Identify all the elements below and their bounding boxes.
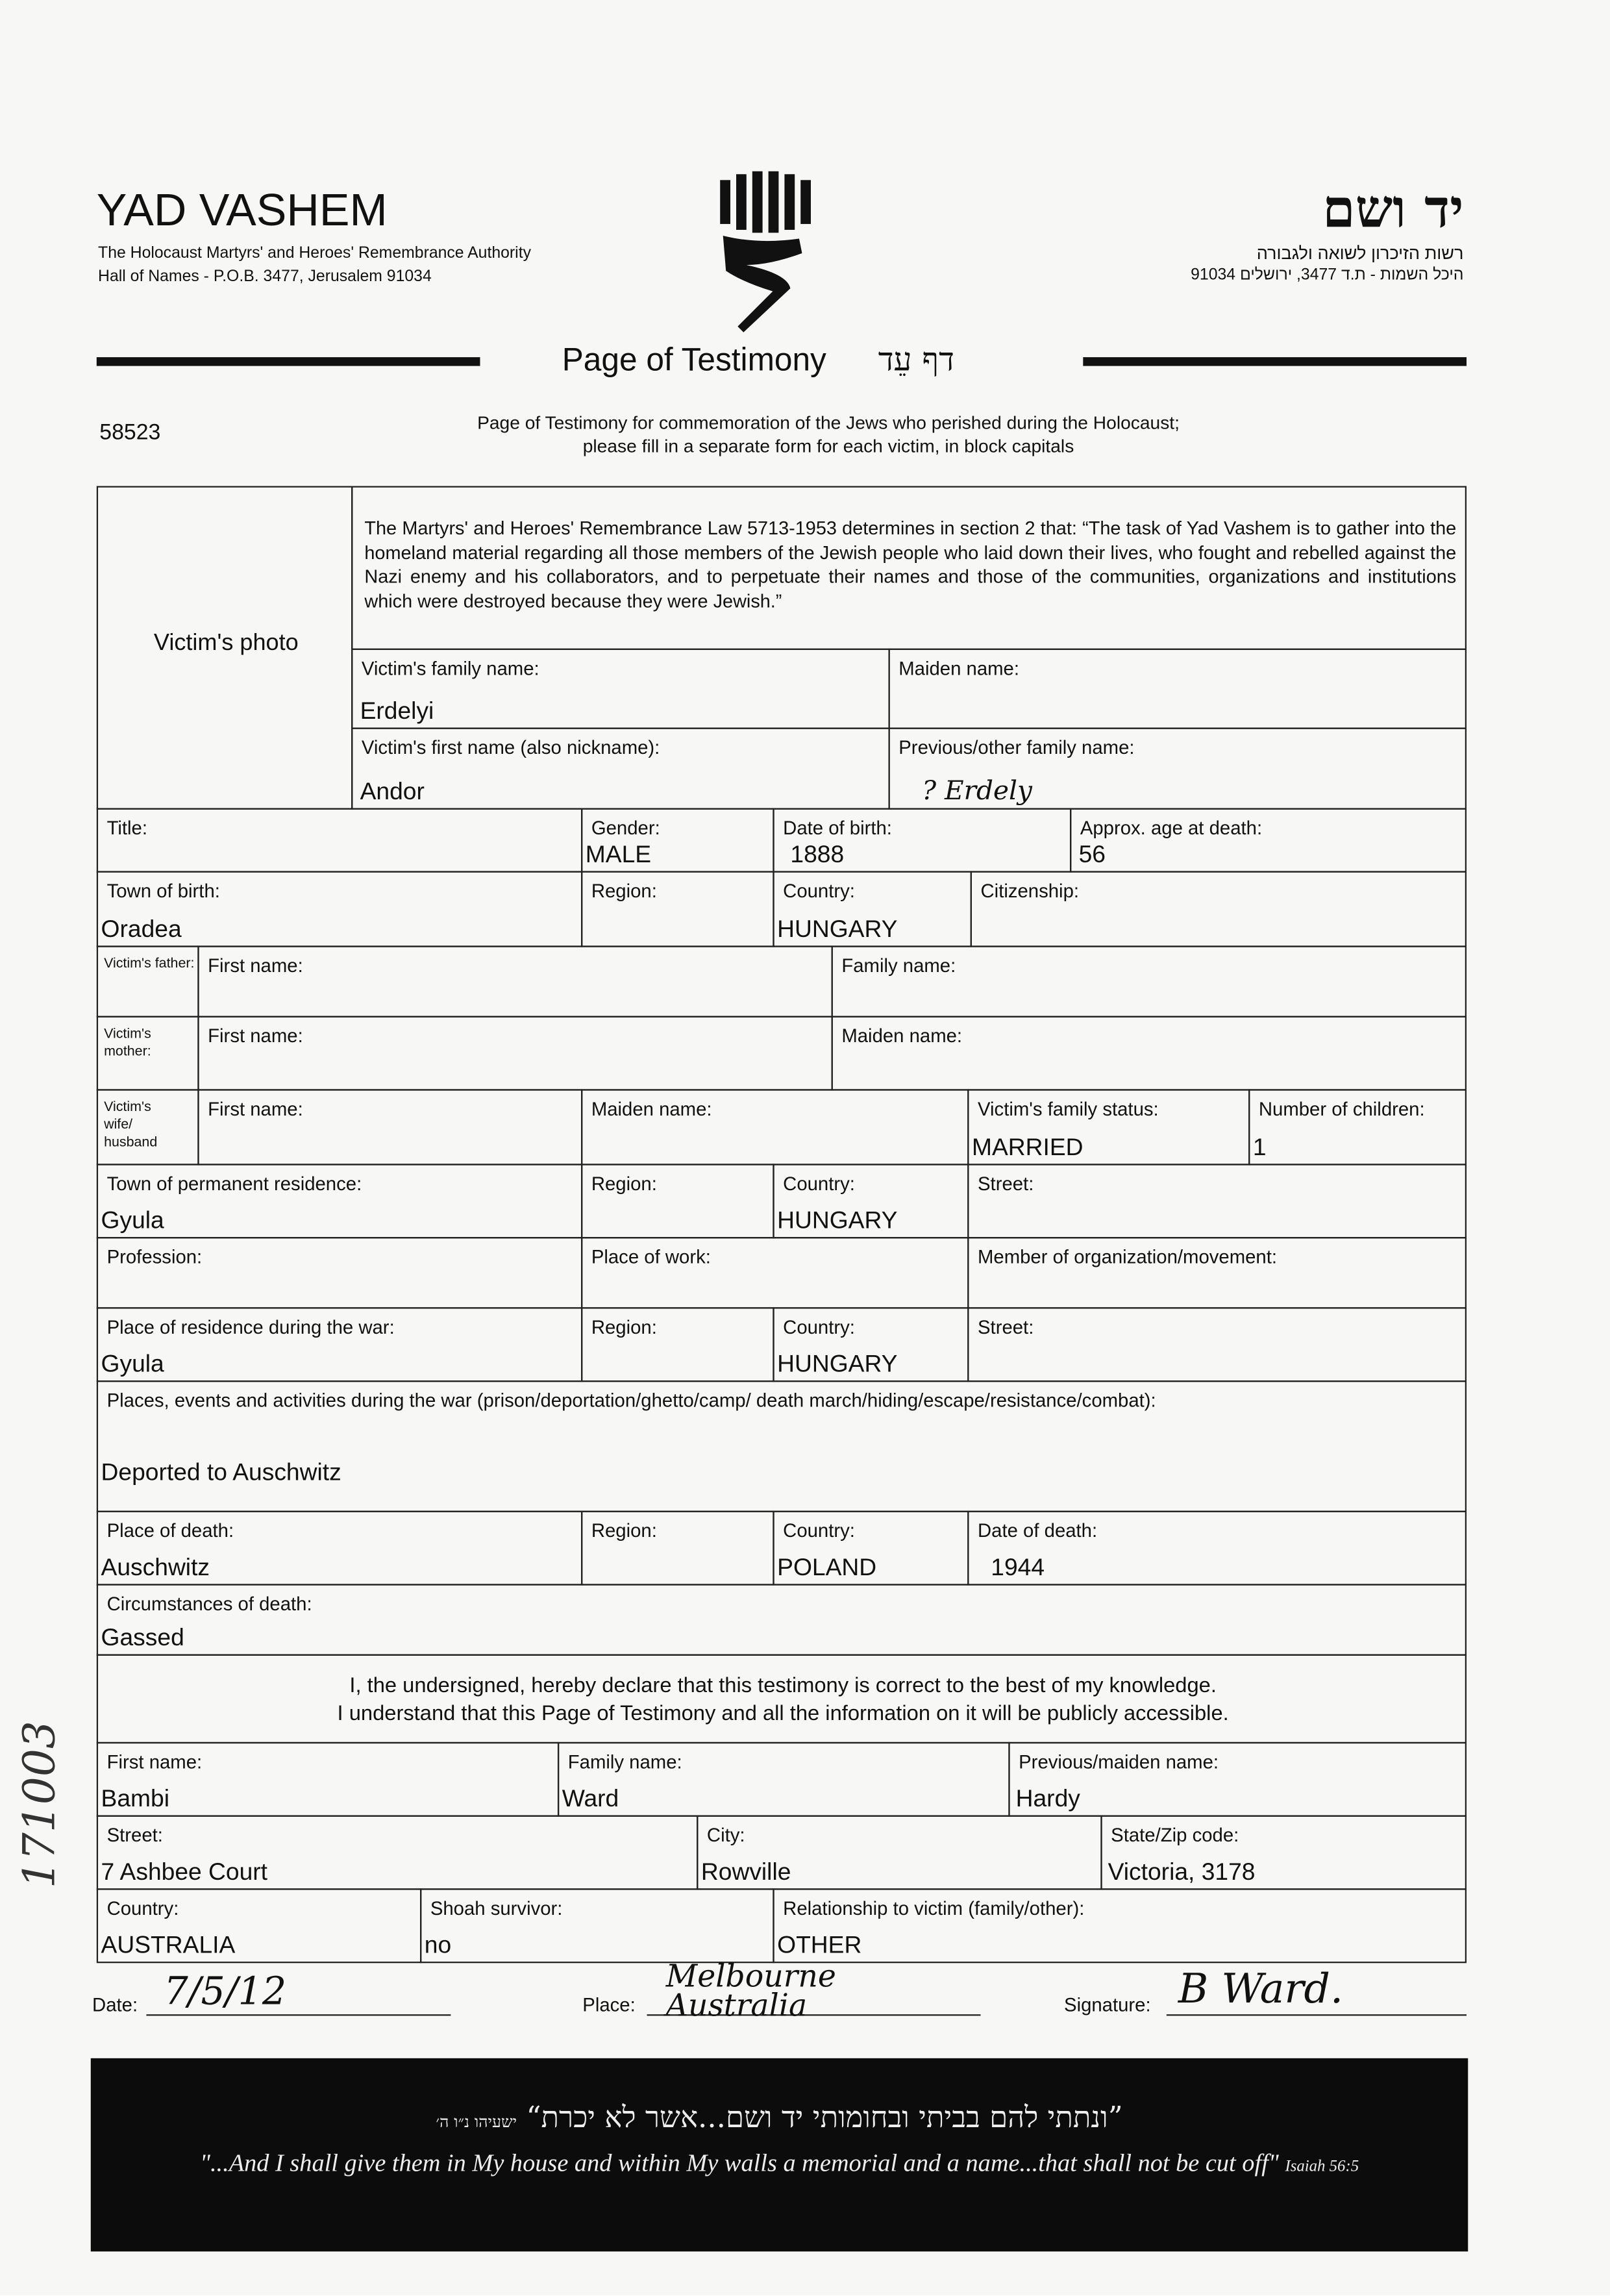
submitter-state-zip-field[interactable]	[1100, 1816, 1467, 1890]
value: ? Erdely	[922, 775, 1032, 807]
label: Street:	[106, 1824, 163, 1846]
signature-line	[1167, 2014, 1467, 2015]
value: Gyula	[101, 1351, 164, 1378]
father-first-name-field[interactable]	[197, 945, 832, 1017]
wartime-places-field[interactable]	[97, 1380, 1467, 1512]
town-of-birth-field[interactable]	[97, 871, 582, 947]
label: Number of children:	[1258, 1097, 1425, 1120]
citizenship-field[interactable]	[971, 871, 1467, 947]
value: Gassed	[101, 1625, 184, 1652]
label: Country:	[783, 879, 855, 902]
label: Member of organization/movement:	[978, 1245, 1278, 1268]
label: Family name:	[841, 954, 956, 977]
hebrew-quote: ”ונתתי להם בביתי ובחומותי יד ושם...אשר לא יכרת“	[526, 2099, 1123, 2135]
label: Date of death:	[978, 1519, 1098, 1541]
submitter-first-name-field[interactable]	[97, 1742, 559, 1817]
label: First name:	[208, 1097, 303, 1120]
war-country-field[interactable]	[773, 1307, 969, 1382]
shoah-survivor-field[interactable]	[420, 1888, 774, 1963]
signature[interactable]: B Ward.	[1178, 1964, 1344, 2013]
hebrew-org-name: יד ושם	[1322, 179, 1464, 240]
label: Circumstances of death:	[106, 1592, 312, 1615]
spouse-row-label	[97, 1089, 199, 1165]
margin-handwritten-number: 171003	[14, 1721, 66, 1889]
label: First name:	[208, 1025, 303, 1047]
label: Family name:	[567, 1751, 682, 1773]
label: Victim's wife/ husband	[104, 1099, 158, 1151]
war-region-field[interactable]	[581, 1307, 774, 1382]
date-line	[146, 2014, 451, 2015]
victim-maiden-name-field[interactable]	[888, 649, 1467, 729]
title-field[interactable]	[97, 808, 582, 872]
label: Approx. age at death:	[1080, 817, 1263, 839]
label: Region:	[591, 1172, 657, 1195]
label: Country:	[783, 1316, 855, 1338]
value: Deported to Auschwitz	[101, 1459, 341, 1486]
submitter-country-field[interactable]	[97, 1888, 421, 1963]
victim-family-name-field[interactable]	[351, 649, 890, 729]
value: Hardy	[1015, 1786, 1080, 1813]
value: AUSTRALIA	[101, 1932, 236, 1959]
death-region-field[interactable]	[581, 1511, 774, 1586]
place-of-death-field[interactable]	[97, 1511, 582, 1586]
declaration-line-1: I, the undersigned, hereby declare that this testimony is correct to the best of my knowledge.	[349, 1675, 1217, 1699]
label: Title:	[106, 817, 148, 839]
value: POLAND	[777, 1554, 877, 1581]
mother-row-label	[97, 1016, 199, 1091]
victim-previous-family-name-field[interactable]	[888, 727, 1467, 809]
value: 7 Ashbee Court	[101, 1859, 268, 1886]
label: Victim's family name:	[361, 657, 539, 680]
form-number: 58523	[99, 420, 161, 445]
father-row-label	[97, 945, 199, 1017]
date-value[interactable]: 7/5/12	[164, 1970, 287, 2015]
value: MALE	[585, 842, 652, 868]
date-of-death-field[interactable]	[967, 1511, 1467, 1586]
value: MARRIED	[971, 1134, 1084, 1161]
profession-field[interactable]	[97, 1237, 582, 1308]
label: Street:	[978, 1172, 1034, 1195]
value: HUNGARY	[777, 916, 898, 943]
date-of-birth-field[interactable]	[773, 808, 1071, 872]
english-quote: "...And I shall give them in My house and within My walls a memorial and a name...that shall not be cut off"	[199, 2149, 1279, 2177]
label: Maiden name:	[841, 1025, 963, 1047]
value: Oradea	[101, 916, 182, 943]
mother-first-name-field[interactable]	[197, 1016, 832, 1091]
value: 1	[1252, 1134, 1267, 1161]
label: Town of permanent residence:	[106, 1172, 362, 1195]
signature-label: Signature:	[1064, 1993, 1151, 2016]
menorah-logo-icon	[714, 168, 825, 336]
label: Victim's family status:	[978, 1097, 1159, 1120]
label: Gender:	[591, 817, 660, 839]
label: First name:	[106, 1751, 203, 1773]
label: Victim's first name (also nickname):	[361, 736, 660, 758]
hebrew-org-subtitle: רשות הזיכרון לשואה ולגבורה	[1256, 243, 1464, 264]
family-status-field[interactable]	[967, 1089, 1250, 1165]
law-text: The Martyrs' and Heroes' Remembrance Law 5713-1953 determines in section 2 that: “The task of Yad Vashem is to gather into the homeland material regarding all those members of the Jewish people who laid down their lives, who fought and rebelled against the Nazi enemy and his collaborators, and to perpetuate their names and those of the communities, organizations and institutions which were destroyed because they were Jewish.”	[364, 516, 1457, 612]
label: City:	[706, 1824, 745, 1846]
label: Victim's mother:	[104, 1026, 151, 1060]
label: Town of birth:	[106, 879, 220, 902]
victim-photo-cell[interactable]	[97, 486, 353, 809]
label: Street:	[978, 1316, 1034, 1338]
label: Place of death:	[106, 1519, 234, 1541]
label: Country:	[783, 1172, 855, 1195]
value: HUNGARY	[777, 1207, 898, 1234]
value: 1888	[790, 842, 845, 868]
value: Gyula	[101, 1207, 164, 1234]
label: Place of work:	[591, 1245, 711, 1268]
intro-text	[293, 412, 1364, 458]
law-text-cell	[351, 486, 1467, 650]
intro-line-1: Page of Testimony for commemoration of the Jews who perished during the Holocaust;	[477, 412, 1180, 434]
spouse-maiden-name-field[interactable]	[581, 1089, 969, 1165]
date-label: Date:	[92, 1993, 138, 2016]
value: no	[424, 1932, 452, 1959]
org-name: YAD VASHEM	[96, 184, 388, 236]
label: Relationship to victim (family/other):	[783, 1897, 1085, 1919]
value: Andor	[360, 779, 425, 805]
place-label: Place:	[582, 1993, 636, 2016]
father-family-name-field[interactable]	[832, 945, 1467, 1017]
label: Country:	[106, 1897, 179, 1919]
label: State/Zip code:	[1111, 1824, 1239, 1846]
label: Country:	[783, 1519, 855, 1541]
value: Auschwitz	[101, 1554, 210, 1581]
declaration-line-2: I understand that this Page of Testimony and all the information on it will be publicly accessible.	[337, 1702, 1229, 1727]
label: Maiden name:	[898, 657, 1020, 680]
circumstances-of-death-field[interactable]	[97, 1584, 1467, 1655]
residence-street-field[interactable]	[967, 1164, 1467, 1238]
value: 1944	[991, 1554, 1045, 1581]
label: Place of residence during the war:	[106, 1316, 395, 1338]
permanent-residence-field[interactable]	[97, 1164, 582, 1238]
label: Date of birth:	[783, 817, 892, 839]
mother-maiden-name-field[interactable]	[832, 1016, 1467, 1091]
hebrew-reference: ישעיהו נ״ו ה׳	[436, 2112, 517, 2132]
label: Citizenship:	[980, 879, 1080, 902]
place-of-work-field[interactable]	[581, 1237, 969, 1308]
victim-first-name-field[interactable]	[351, 727, 890, 809]
number-of-children-field[interactable]	[1248, 1089, 1467, 1165]
birth-country-field[interactable]	[773, 871, 972, 947]
war-street-field[interactable]	[967, 1307, 1467, 1382]
header-rule-left	[97, 357, 480, 366]
residence-country-field[interactable]	[773, 1164, 969, 1238]
declaration-cell	[97, 1654, 1467, 1744]
residence-region-field[interactable]	[581, 1164, 774, 1238]
label: First name:	[208, 954, 303, 977]
death-country-field[interactable]	[773, 1511, 969, 1586]
intro-line-2: please fill in a separate form for each victim, in block capitals	[582, 436, 1074, 457]
value: HUNGARY	[777, 1351, 898, 1378]
form-title-hebrew: דף עֵד	[878, 342, 954, 379]
submitter-city-field[interactable]	[697, 1816, 1102, 1890]
value: Bambi	[101, 1786, 170, 1813]
relationship-field[interactable]	[773, 1888, 1467, 1963]
value: Ward	[562, 1786, 619, 1813]
place-value[interactable]: Melbourne Australia	[665, 1958, 836, 2023]
label: Places, events and activities during the war (prison/deportation/ghetto/camp/ death march/hiding/escape/resistance/combat):	[106, 1389, 1156, 1412]
victim-photo-label: Victim's photo	[153, 630, 299, 656]
footer-quote-banner	[91, 2058, 1468, 2252]
value: OTHER	[777, 1932, 862, 1959]
gender-field[interactable]	[581, 808, 774, 872]
label: Profession:	[106, 1245, 203, 1268]
value: Victoria, 3178	[1108, 1859, 1256, 1886]
member-of-organization-field[interactable]	[967, 1237, 1467, 1308]
age-at-death-field[interactable]	[1070, 808, 1467, 872]
value: Rowville	[700, 1859, 791, 1886]
label: Region:	[591, 1316, 657, 1338]
label: Shoah survivor:	[430, 1897, 563, 1919]
org-subtitle: The Holocaust Martyrs' and Heroes' Remembrance Authority	[98, 244, 531, 262]
label: Region:	[591, 879, 657, 902]
english-reference: Isaiah 56:5	[1285, 2158, 1359, 2176]
header-rule-right	[1083, 357, 1467, 366]
hebrew-org-address: היכל השמות - ת.ד 3477, ירושלים 91034	[1191, 266, 1464, 284]
war-residence-field[interactable]	[97, 1307, 582, 1382]
value: 56	[1078, 842, 1106, 868]
birth-region-field[interactable]	[581, 871, 774, 947]
label: Maiden name:	[591, 1097, 712, 1120]
value: Erdelyi	[360, 698, 434, 725]
label: Victim's father:	[104, 956, 195, 972]
submitter-family-name-field[interactable]	[558, 1742, 1010, 1817]
label: Previous/maiden name:	[1019, 1751, 1219, 1773]
submitter-street-field[interactable]	[97, 1816, 699, 1890]
spouse-first-name-field[interactable]	[197, 1089, 582, 1165]
org-address: Hall of Names - P.O.B. 3477, Jerusalem 91034	[98, 268, 432, 286]
submitter-previous-name-field[interactable]	[1008, 1742, 1467, 1817]
form-title: Page of Testimony	[562, 341, 826, 378]
label: Previous/other family name:	[898, 736, 1135, 758]
label: Region:	[591, 1519, 657, 1541]
